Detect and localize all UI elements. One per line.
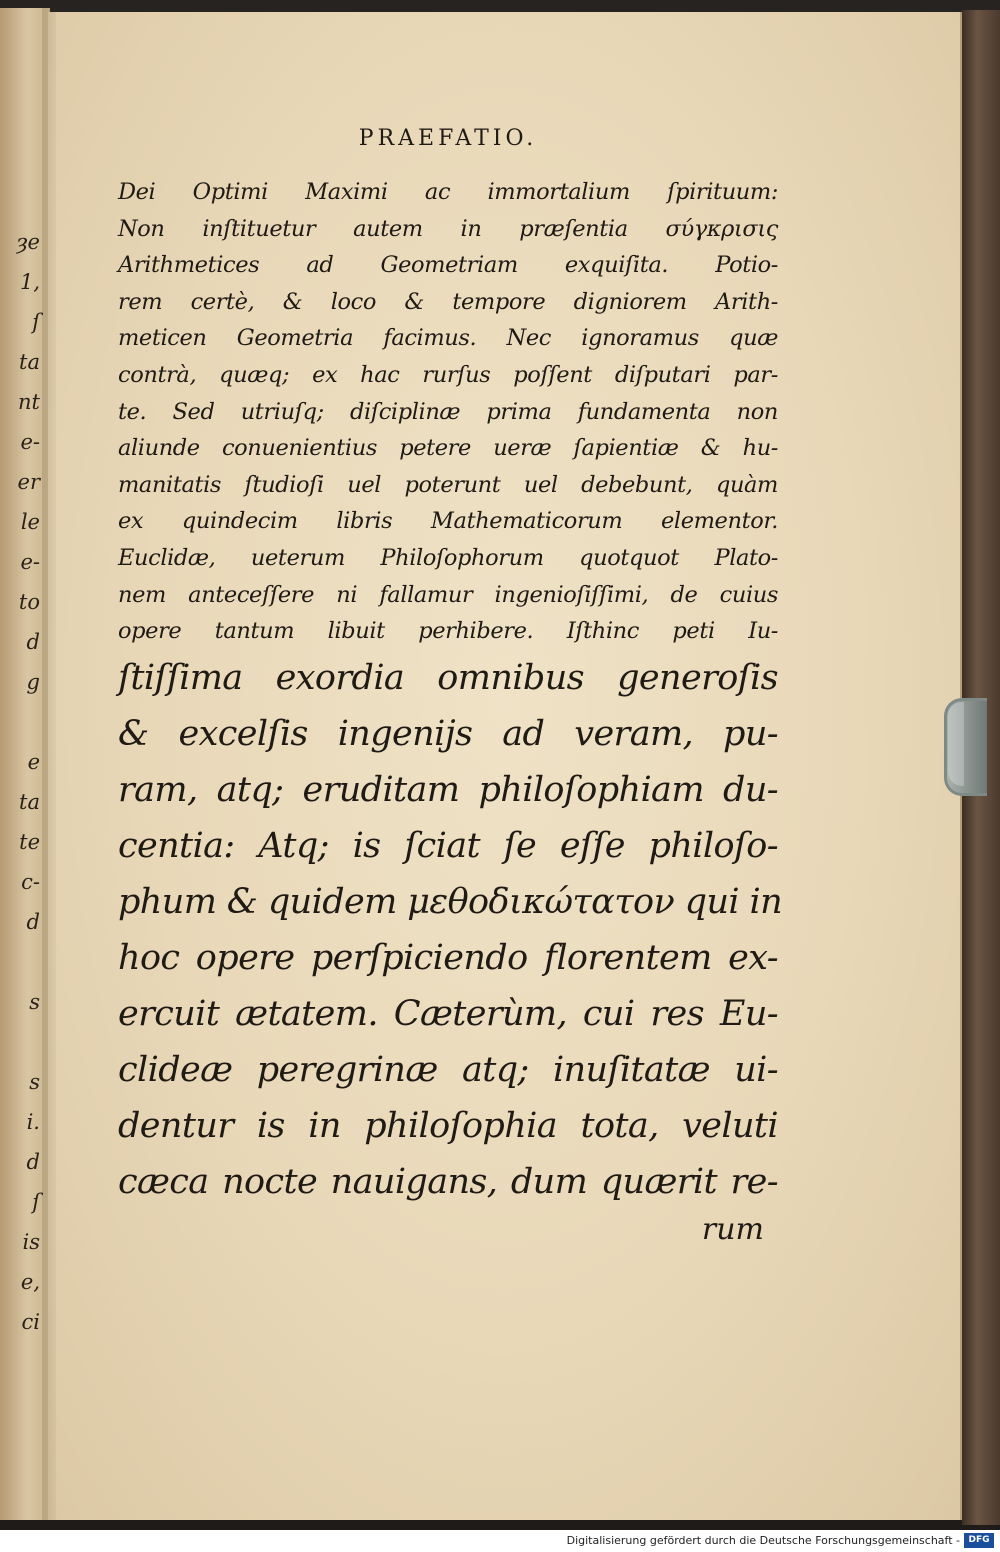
text-line: te. Sed utriuſq; diſciplinæ prima fundamenta non [118, 398, 778, 425]
left-page-fragment: d [26, 630, 40, 654]
text-line: hoc opere perſpiciendo florentem ex- [118, 937, 778, 978]
text-line: manitatis ſtudioſi uel poterunt uel debebunt, quàm [118, 471, 778, 498]
left-page-fragment [0, 1022, 44, 1062]
left-page-fragment: s [29, 1070, 40, 1094]
text-line: aliunde conuenientius petere ueræ ſapientiæ & hu- [118, 435, 778, 462]
left-page-fragment: le [20, 510, 40, 534]
text-line: centia: Atq; is ſciat ſe eſſe philoſo- [118, 825, 778, 866]
left-page-fragment: nt [18, 390, 40, 414]
left-page-fragment: ȝe [16, 230, 40, 254]
text-line: Euclidæ, ueterum Philoſophorum quotquot Plato- [118, 544, 778, 571]
text-line: contrà, quæq; ex hac rurſus poſſent diſputari par- [118, 361, 778, 388]
text-line: Dei Optimi Maximi ac immortalium ſpirituum: [118, 179, 778, 205]
left-page-fragment: ta [19, 350, 40, 374]
left-page-fragment: d [26, 1150, 40, 1174]
text-line: cæca nocte nauigans, dum quærit re- [118, 1161, 778, 1202]
catchword: rum [701, 1211, 764, 1247]
text-line: nem anteceſſere ni fallamur ingenioſiſſimi, de cuius [118, 581, 778, 608]
left-page-fragment: i. [26, 1110, 40, 1134]
left-page-fragment: e- [20, 550, 40, 574]
text-line: phum & quidem μεθοδικώτατον qui in [118, 881, 783, 922]
left-page-fragment: e [27, 750, 40, 774]
text-line: clideæ peregrinæ atq; inuſitatæ ui- [118, 1049, 778, 1090]
left-page-fragments [0, 222, 44, 1342]
page-text [118, 122, 783, 1250]
left-page-fragment: d [26, 910, 40, 934]
left-page-fragment: ſ [32, 310, 40, 334]
text-line: & excelſis ingenijs ad veram, pu- [118, 713, 778, 754]
left-page-fragment: e, [20, 1270, 40, 1294]
text-line: meticen Geometria facimus. Nec ignoramus quæ [118, 325, 778, 352]
text-line: ſtiſſima exordia omnibus generoſis [118, 657, 778, 698]
left-page-fragment [0, 702, 44, 742]
large-type-paragraph [118, 650, 783, 1210]
left-page-fragment: te [19, 830, 40, 854]
left-page-fragment: is [22, 1230, 40, 1254]
small-type-paragraph [118, 174, 778, 650]
text-line: ex quindecim libris Mathematicorum elementor. [118, 508, 778, 535]
text-line: Non inſtituetur autem in præſentia σύγκρισις [118, 215, 778, 242]
left-page-fragment: g [26, 670, 40, 694]
left-page-fragment: to [18, 590, 40, 614]
footer-bar [0, 1530, 1000, 1552]
text-line: rem certè, & loco & tempore digniorem Arith- [118, 288, 778, 315]
text-line: dentur is in philoſophia tota, veluti [118, 1105, 778, 1146]
running-head: PRAEFATIO. [358, 126, 538, 151]
left-page-fragment: ta [19, 790, 40, 814]
clasp-highlight [948, 702, 964, 786]
text-line: Arithmetices ad Geometriam exquiſita. Potio- [118, 252, 778, 279]
left-page-fragment [0, 942, 44, 982]
text-line: opere tantum libuit perhibere. Iſthinc peti Iu- [118, 618, 778, 645]
left-page-fragment: s [29, 990, 40, 1014]
left-page-fragment: e- [20, 430, 40, 454]
left-page-fragment: ci [21, 1310, 40, 1334]
left-page-fragment: 1, [19, 270, 40, 294]
left-page-fragment: er [17, 470, 40, 494]
footer-credit: Digitalisierung gefördert durch die Deutsche Forschungsgemeinschaft - [566, 1534, 960, 1547]
page-gutter [42, 8, 56, 1520]
text-line: ercuit ætatem. Cæterùm, cui res Eu- [118, 993, 778, 1034]
dfg-logo: DFG [964, 1533, 994, 1548]
left-page-fragment: c- [21, 870, 40, 894]
text-line: ram, atq; eruditam philoſophiam du- [118, 769, 778, 810]
left-page-fragment: ſ [32, 1190, 40, 1214]
